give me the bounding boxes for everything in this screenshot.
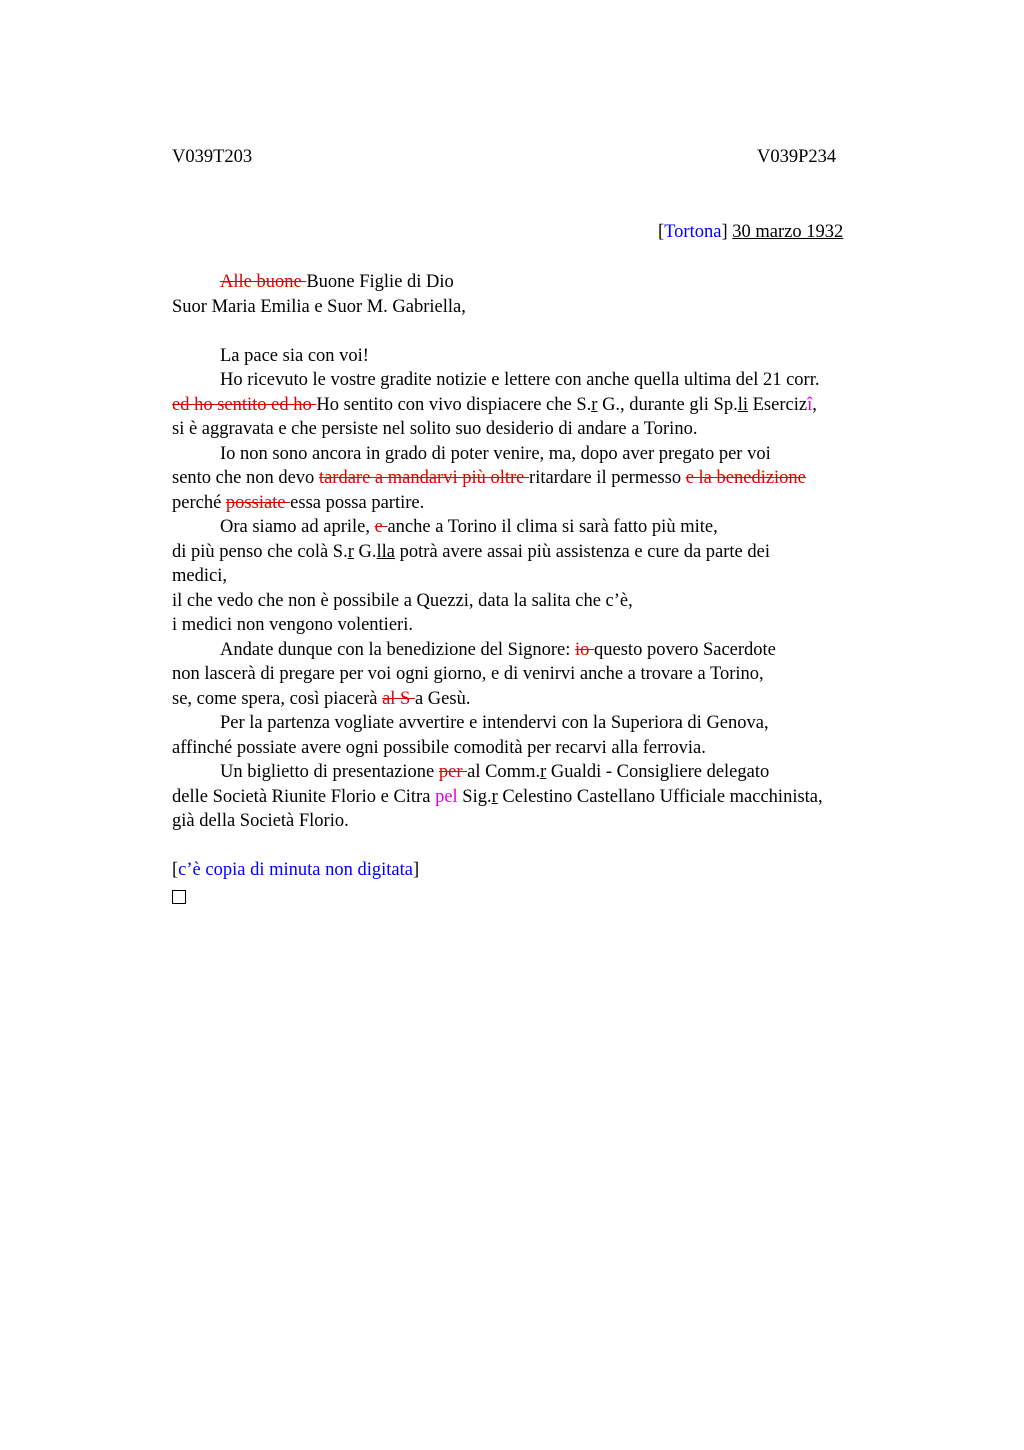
superscript-abbrev: r [540,762,547,782]
paragraph-line: Ho ricevuto le vostre gradite notizie e lettere con anche quella ultima del 21 corr. [220,370,820,390]
text: delle Società Riunite Florio e Citra [172,786,436,807]
deleted-text: e la benedizione [685,468,806,488]
salutation-text: Buone Figlie di Dio [306,272,454,292]
editorial-note [172,858,932,883]
correction-text: pel [435,786,458,807]
paragraph-line [172,466,932,491]
superscript-abbrev: r [347,541,354,562]
paragraph-line: si è aggravata e che persiste nel solito suo desiderio di andare a Torino. [172,419,698,439]
bracket: [ [658,222,665,242]
bracket: ] [721,222,728,242]
editorial-note-text: c’è copia di minuta non digitata [178,860,413,880]
paragraph-line: Per la partenza vogliate avvertire e intendervi con la Superiora di Genova, [220,713,769,733]
square-icon [172,890,186,904]
paragraph-line [172,760,932,785]
place-name: Tortona [664,222,722,242]
superscript-abbrev: r [491,786,498,807]
paragraph-line: già della Società Florio. [172,811,349,831]
text: sento che non devo [172,468,319,488]
text: Celestino Castellano Ufficiale macchinista, [497,786,823,807]
letter-date: 30 marzo 1932 [732,222,844,242]
place-date-line [658,222,843,243]
paragraph-line [172,491,932,516]
text: Ho sentito con vivo dispiacere che S. [316,394,592,415]
superscript-abbrev: li [737,394,748,415]
paragraph-line: non lascerà di pregare per voi ogni giorno, e di venirvi anche a trovare a Torino, [172,664,764,684]
text: Gualdi - Consigliere delegato [546,762,770,782]
paragraph-line: affinché possiate avere ogni possibile comodità per recarvi alla ferrovia. [172,737,706,758]
paragraph-line [172,638,932,663]
text: , [812,394,817,415]
document-code-right: V039P234 [757,147,837,167]
text: perché [172,492,226,513]
salutation-line [172,270,932,295]
deleted-text: al S [382,688,415,709]
paragraph-line: La pace sia con voi! [220,345,369,366]
paragraph-line: i medici non vengono volentieri. [172,615,413,635]
document-code-left: V039T203 [172,147,253,167]
deleted-text: tardare a mandarvi più oltre [318,468,530,488]
text: Andate dunque con la benedizione del Signore: [220,639,575,660]
superscript-abbrev: lla [376,541,396,562]
paragraph-line [172,515,932,540]
deleted-text: ed ho sentito ed ho [172,394,317,415]
text: potrà avere assai più assistenza e cure da parte dei [395,541,770,562]
text: Un biglietto di presentazione [220,762,439,782]
paragraph-line [172,785,932,810]
paragraph-line [172,393,932,418]
letter-body [172,270,932,907]
text: G. [353,541,377,562]
deleted-text: possiate [225,492,291,513]
paragraph-line: Io non sono ancora in grado di poter venire, ma, dopo aver pregato per voi [220,443,771,464]
text: a Gesù. [414,688,471,709]
bracket: ] [412,860,420,880]
deleted-text: e [374,517,388,537]
paragraph-line [172,540,932,565]
salutation-line: Suor Maria Emilia e Suor M. Gabriella, [172,296,466,317]
text: Sig. [457,786,492,807]
text: questo povero Sacerdote [594,639,776,660]
deleted-text: per [438,762,468,782]
deleted-text: Alle buone [220,272,307,292]
text: Eserciz [748,394,808,415]
paragraph-line: il che vedo che non è possibile a Quezzi, data la salita che c’è, [172,590,633,611]
text: di più penso che colà S. [172,541,348,562]
text: se, come spera, così piacerà [172,688,383,709]
superscript-abbrev: r [591,394,598,415]
text: essa possa partire. [290,492,425,513]
paragraph-line [172,687,932,712]
correction-text: î [807,394,813,415]
text: G., durante gli Sp. [597,394,738,415]
text: ritardare il permesso [529,468,686,488]
text: al Comm. [467,762,541,782]
deleted-text: io [575,639,595,660]
paragraph-line: medici, [172,566,227,586]
text: anche a Torino il clima si sarà fatto più mite, [387,517,718,537]
text: Ora siamo ad aprile, [220,517,375,537]
bracket: [ [172,860,179,880]
end-marker-line [172,883,932,908]
